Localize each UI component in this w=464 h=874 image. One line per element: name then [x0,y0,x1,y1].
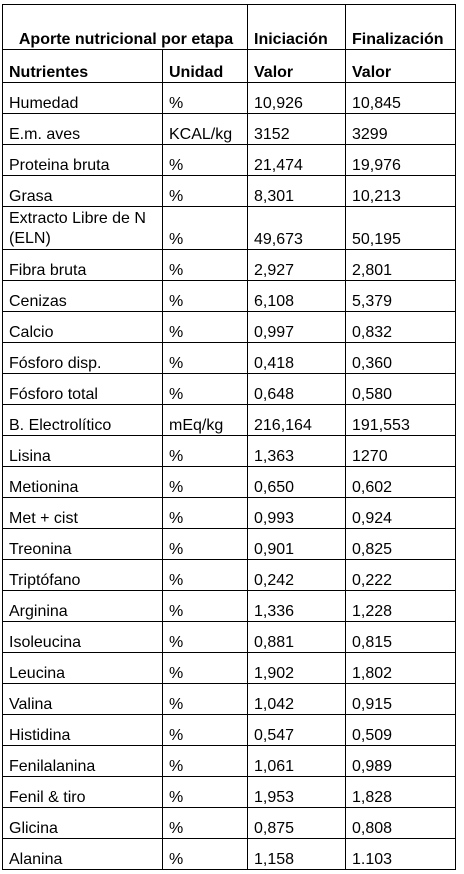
unit-cell: % [163,343,248,374]
finalizacion-value-cell: 0,509 [346,715,456,746]
nutrient-cell: B. Electrolítico [3,405,163,436]
finalizacion-value-cell: 0,815 [346,622,456,653]
table-row [3,746,456,777]
iniciacion-value-cell: 6,108 [248,281,346,312]
header-finalizacion: Finalización [346,5,456,50]
nutrient-cell: Calcio [3,312,163,343]
nutrient-cell: Metionina [3,467,163,498]
table-row [3,560,456,591]
nutrient-cell: Fenil & tiro [3,777,163,808]
iniciacion-value-cell: 1,363 [248,436,346,467]
table-row [3,83,456,114]
unit-cell: mEq/kg [163,405,248,436]
table-row [3,250,456,281]
nutrient-cell: Arginina [3,591,163,622]
unit-cell: % [163,374,248,405]
header-valor-finalizacion: Valor [346,50,456,83]
unit-cell: % [163,591,248,622]
nutrient-cell: Isoleucina [3,622,163,653]
iniciacion-value-cell: 8,301 [248,176,346,207]
table-row [3,498,456,529]
finalizacion-value-cell: 1,828 [346,777,456,808]
iniciacion-value-cell: 1,158 [248,839,346,870]
nutrient-cell: Glicina [3,808,163,839]
nutrient-cell: Humedad [3,83,163,114]
iniciacion-value-cell: 216,164 [248,405,346,436]
unit-cell: % [163,312,248,343]
unit-cell: % [163,498,248,529]
finalizacion-value-cell: 191,553 [346,405,456,436]
finalizacion-value-cell: 0,832 [346,312,456,343]
iniciacion-value-cell: 3152 [248,114,346,145]
unit-cell: % [163,467,248,498]
finalizacion-value-cell: 0,808 [346,808,456,839]
unit-cell: % [163,207,248,250]
finalizacion-value-cell: 0,915 [346,684,456,715]
table-title: Aporte nutricional por etapa [18,31,234,48]
nutrient-cell: Treonina [3,529,163,560]
header-unidad: Unidad [163,50,248,83]
nutrient-cell: Cenizas [3,281,163,312]
header-row-2 [3,50,456,83]
table-row [3,653,456,684]
table-row [3,176,456,207]
finalizacion-value-cell: 0,825 [346,529,456,560]
finalizacion-value-cell: 10,845 [346,83,456,114]
header-iniciacion: Iniciación [248,5,346,50]
nutrient-cell: Fósforo disp. [3,343,163,374]
unit-cell: % [163,746,248,777]
finalizacion-value-cell: 0,222 [346,560,456,591]
nutrient-cell: Grasa [3,176,163,207]
nutrient-cell: Met + cist [3,498,163,529]
table-row [3,684,456,715]
unit-cell: % [163,777,248,808]
iniciacion-value-cell: 2,927 [248,250,346,281]
table-row [3,777,456,808]
nutrient-cell: Fenilalanina [3,746,163,777]
finalizacion-value-cell: 5,379 [346,281,456,312]
finalizacion-value-cell: 10,213 [346,176,456,207]
table-row [3,312,456,343]
finalizacion-value-cell: 2,801 [346,250,456,281]
finalizacion-value-cell: 0,602 [346,467,456,498]
unit-cell: % [163,560,248,591]
finalizacion-value-cell: 0,580 [346,374,456,405]
iniciacion-value-cell: 0,547 [248,715,346,746]
unit-cell: % [163,653,248,684]
nutrient-cell: Extracto Libre de N (ELN) [3,207,163,250]
finalizacion-value-cell: 0,360 [346,343,456,374]
unit-cell: % [163,250,248,281]
table-row [3,436,456,467]
header-nutrientes: Nutrientes [3,50,163,83]
table-row [3,145,456,176]
nutrient-cell: E.m. aves [3,114,163,145]
iniciacion-value-cell: 1,902 [248,653,346,684]
iniciacion-value-cell: 0,418 [248,343,346,374]
iniciacion-value-cell: 1,336 [248,591,346,622]
iniciacion-value-cell: 0,875 [248,808,346,839]
iniciacion-value-cell: 49,673 [248,207,346,250]
table-title-cell [3,5,248,50]
nutrient-cell: Proteina bruta [3,145,163,176]
unit-cell: % [163,529,248,560]
unit-cell: % [163,145,248,176]
nutrient-cell: Valina [3,684,163,715]
unit-cell: % [163,436,248,467]
unit-cell: KCAL/kg [163,114,248,145]
table-row [3,715,456,746]
iniciacion-value-cell: 0,242 [248,560,346,591]
iniciacion-value-cell: 0,881 [248,622,346,653]
iniciacion-value-cell: 10,926 [248,83,346,114]
iniciacion-value-cell: 1,061 [248,746,346,777]
nutrient-cell: Leucina [3,653,163,684]
iniciacion-value-cell: 0,650 [248,467,346,498]
unit-cell: % [163,83,248,114]
iniciacion-value-cell: 0,648 [248,374,346,405]
finalizacion-value-cell: 1270 [346,436,456,467]
finalizacion-value-cell: 1,802 [346,653,456,684]
nutrition-table [2,4,456,870]
header-row-1 [3,5,456,50]
finalizacion-value-cell: 19,976 [346,145,456,176]
unit-cell: % [163,808,248,839]
finalizacion-value-cell: 50,195 [346,207,456,250]
table-row [3,591,456,622]
nutrient-cell: Triptófano [3,560,163,591]
unit-cell: % [163,622,248,653]
finalizacion-value-cell: 3299 [346,114,456,145]
nutrient-cell: Alanina [3,839,163,870]
table-row [3,405,456,436]
table-row [3,281,456,312]
table-row [3,808,456,839]
table-row [3,207,456,250]
unit-cell: % [163,715,248,746]
table-row [3,622,456,653]
iniciacion-value-cell: 0,997 [248,312,346,343]
nutrient-cell: Lisina [3,436,163,467]
nutrition-table-container [2,4,456,870]
header-valor-iniciacion: Valor [248,50,346,83]
nutrient-cell: Fibra bruta [3,250,163,281]
iniciacion-value-cell: 21,474 [248,145,346,176]
table-row [3,114,456,145]
nutrient-cell: Fósforo total [3,374,163,405]
iniciacion-value-cell: 0,993 [248,498,346,529]
iniciacion-value-cell: 1,953 [248,777,346,808]
iniciacion-value-cell: 1,042 [248,684,346,715]
table-row [3,529,456,560]
finalizacion-value-cell: 0,924 [346,498,456,529]
finalizacion-value-cell: 0,989 [346,746,456,777]
table-row [3,467,456,498]
finalizacion-value-cell: 1.103 [346,839,456,870]
table-row [3,839,456,870]
table-row [3,343,456,374]
unit-cell: % [163,281,248,312]
nutrient-cell: Histidina [3,715,163,746]
unit-cell: % [163,176,248,207]
finalizacion-value-cell: 1,228 [346,591,456,622]
unit-cell: % [163,839,248,870]
table-row [3,374,456,405]
unit-cell: % [163,684,248,715]
iniciacion-value-cell: 0,901 [248,529,346,560]
